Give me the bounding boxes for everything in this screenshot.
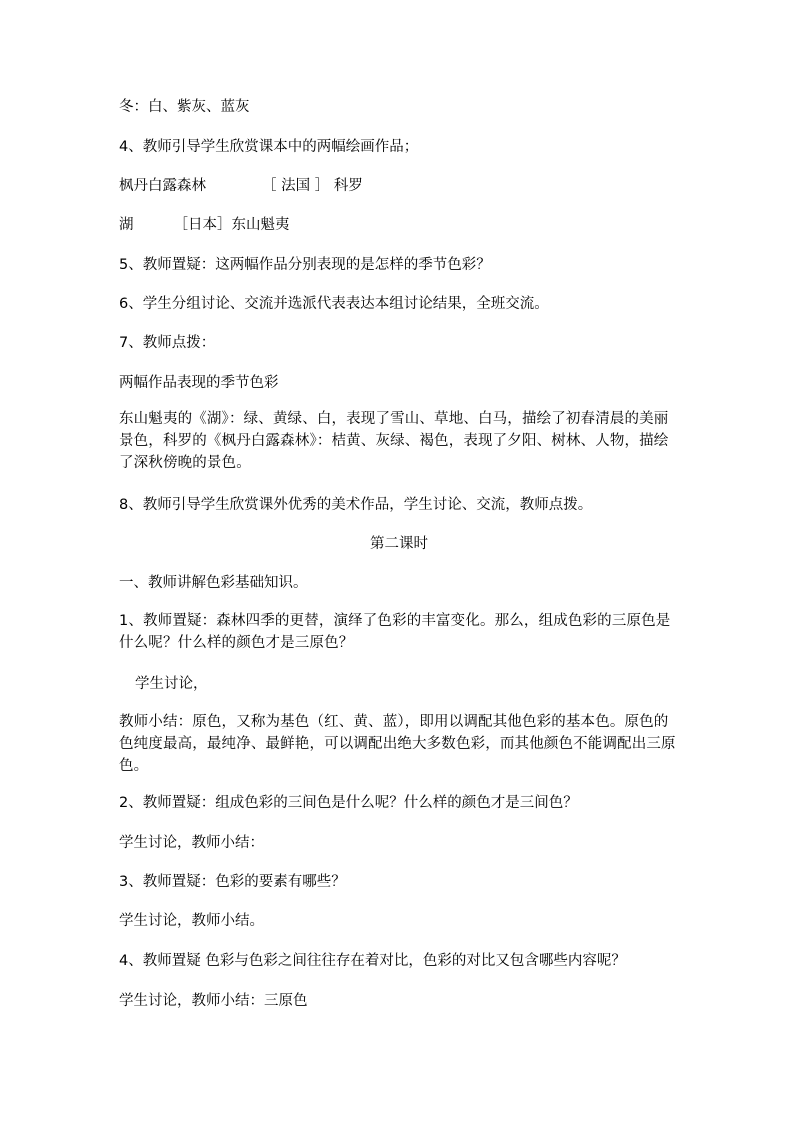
text-line: 两幅作品表现的季节色彩 bbox=[119, 375, 279, 391]
paragraph: 东山魁夷的《湖》：绿、黄绿、白，表现了雪山、草地、白马，描绘了初春清晨的美丽景色，科罗的《枫丹白露森林》：桔黄、灰绿、褐色，表现了夕阳、树林、人物，描绘了深秋傍晚的景色。 bbox=[119, 411, 669, 471]
text-line: 7、教师点拨： bbox=[119, 335, 216, 351]
text-line: 6、学生分组讨论、交流并选派代表表达本组讨论结果，全班交流。 bbox=[119, 296, 549, 312]
text-line: 学生讨论， bbox=[135, 676, 208, 692]
text-line: 2、教师置疑：组成色彩的三间色是什么呢？什么样的颜色才是三间色？ bbox=[119, 795, 578, 811]
text-line: 8、教师引导学生欣赏课外优秀的美术作品，学生讨论、交流，教师点拨。 bbox=[119, 497, 593, 513]
paragraph: 教师小结：原色，又称为基色（红、黄、蓝），即用以调配其他色彩的基本色。原色的色纯度最高，最纯净、最鲜艳，可以调配出绝大多数色彩，而其他颜色不能调配出三原色。 bbox=[119, 714, 676, 774]
text-line: 学生讨论，教师小结： bbox=[119, 835, 264, 851]
section-heading: 第二课时 bbox=[370, 536, 428, 552]
text-line: 4、教师引导学生欣赏课本中的两幅绘画作品； bbox=[119, 139, 419, 155]
text-line: 学生讨论，教师小结：三原色 bbox=[119, 993, 308, 1009]
paragraph: 1、教师置疑：森林四季的更替，演绎了色彩的丰富变化。那么，组成色彩的三原色是什么呢？什么样的颜色才是三原色？ bbox=[119, 613, 671, 651]
text-line: 一、教师讲解色彩基础知识。 bbox=[119, 575, 308, 591]
artwork-title: 枫丹白露森林 bbox=[119, 178, 206, 194]
text-line: 4、教师置疑 色彩与色彩之间往往存在着对比，色彩的对比又包含哪些内容呢？ bbox=[119, 953, 626, 969]
text-line: 学生讨论，教师小结。 bbox=[119, 913, 264, 929]
artwork-line bbox=[119, 175, 679, 197]
artwork-line bbox=[119, 214, 679, 236]
artwork-artist: ［日本］东山魁夷 bbox=[173, 217, 290, 233]
text-line: 冬：白、紫灰、蓝灰 bbox=[119, 99, 250, 115]
artwork-artist: ［ 法国 ］ 科罗 bbox=[262, 178, 363, 194]
artwork-title: 湖 bbox=[119, 217, 134, 233]
text-line: 5、教师置疑：这两幅作品分别表现的是怎样的季节色彩？ bbox=[119, 257, 491, 273]
text-line: 3、教师置疑：色彩的要素有哪些？ bbox=[119, 874, 346, 890]
